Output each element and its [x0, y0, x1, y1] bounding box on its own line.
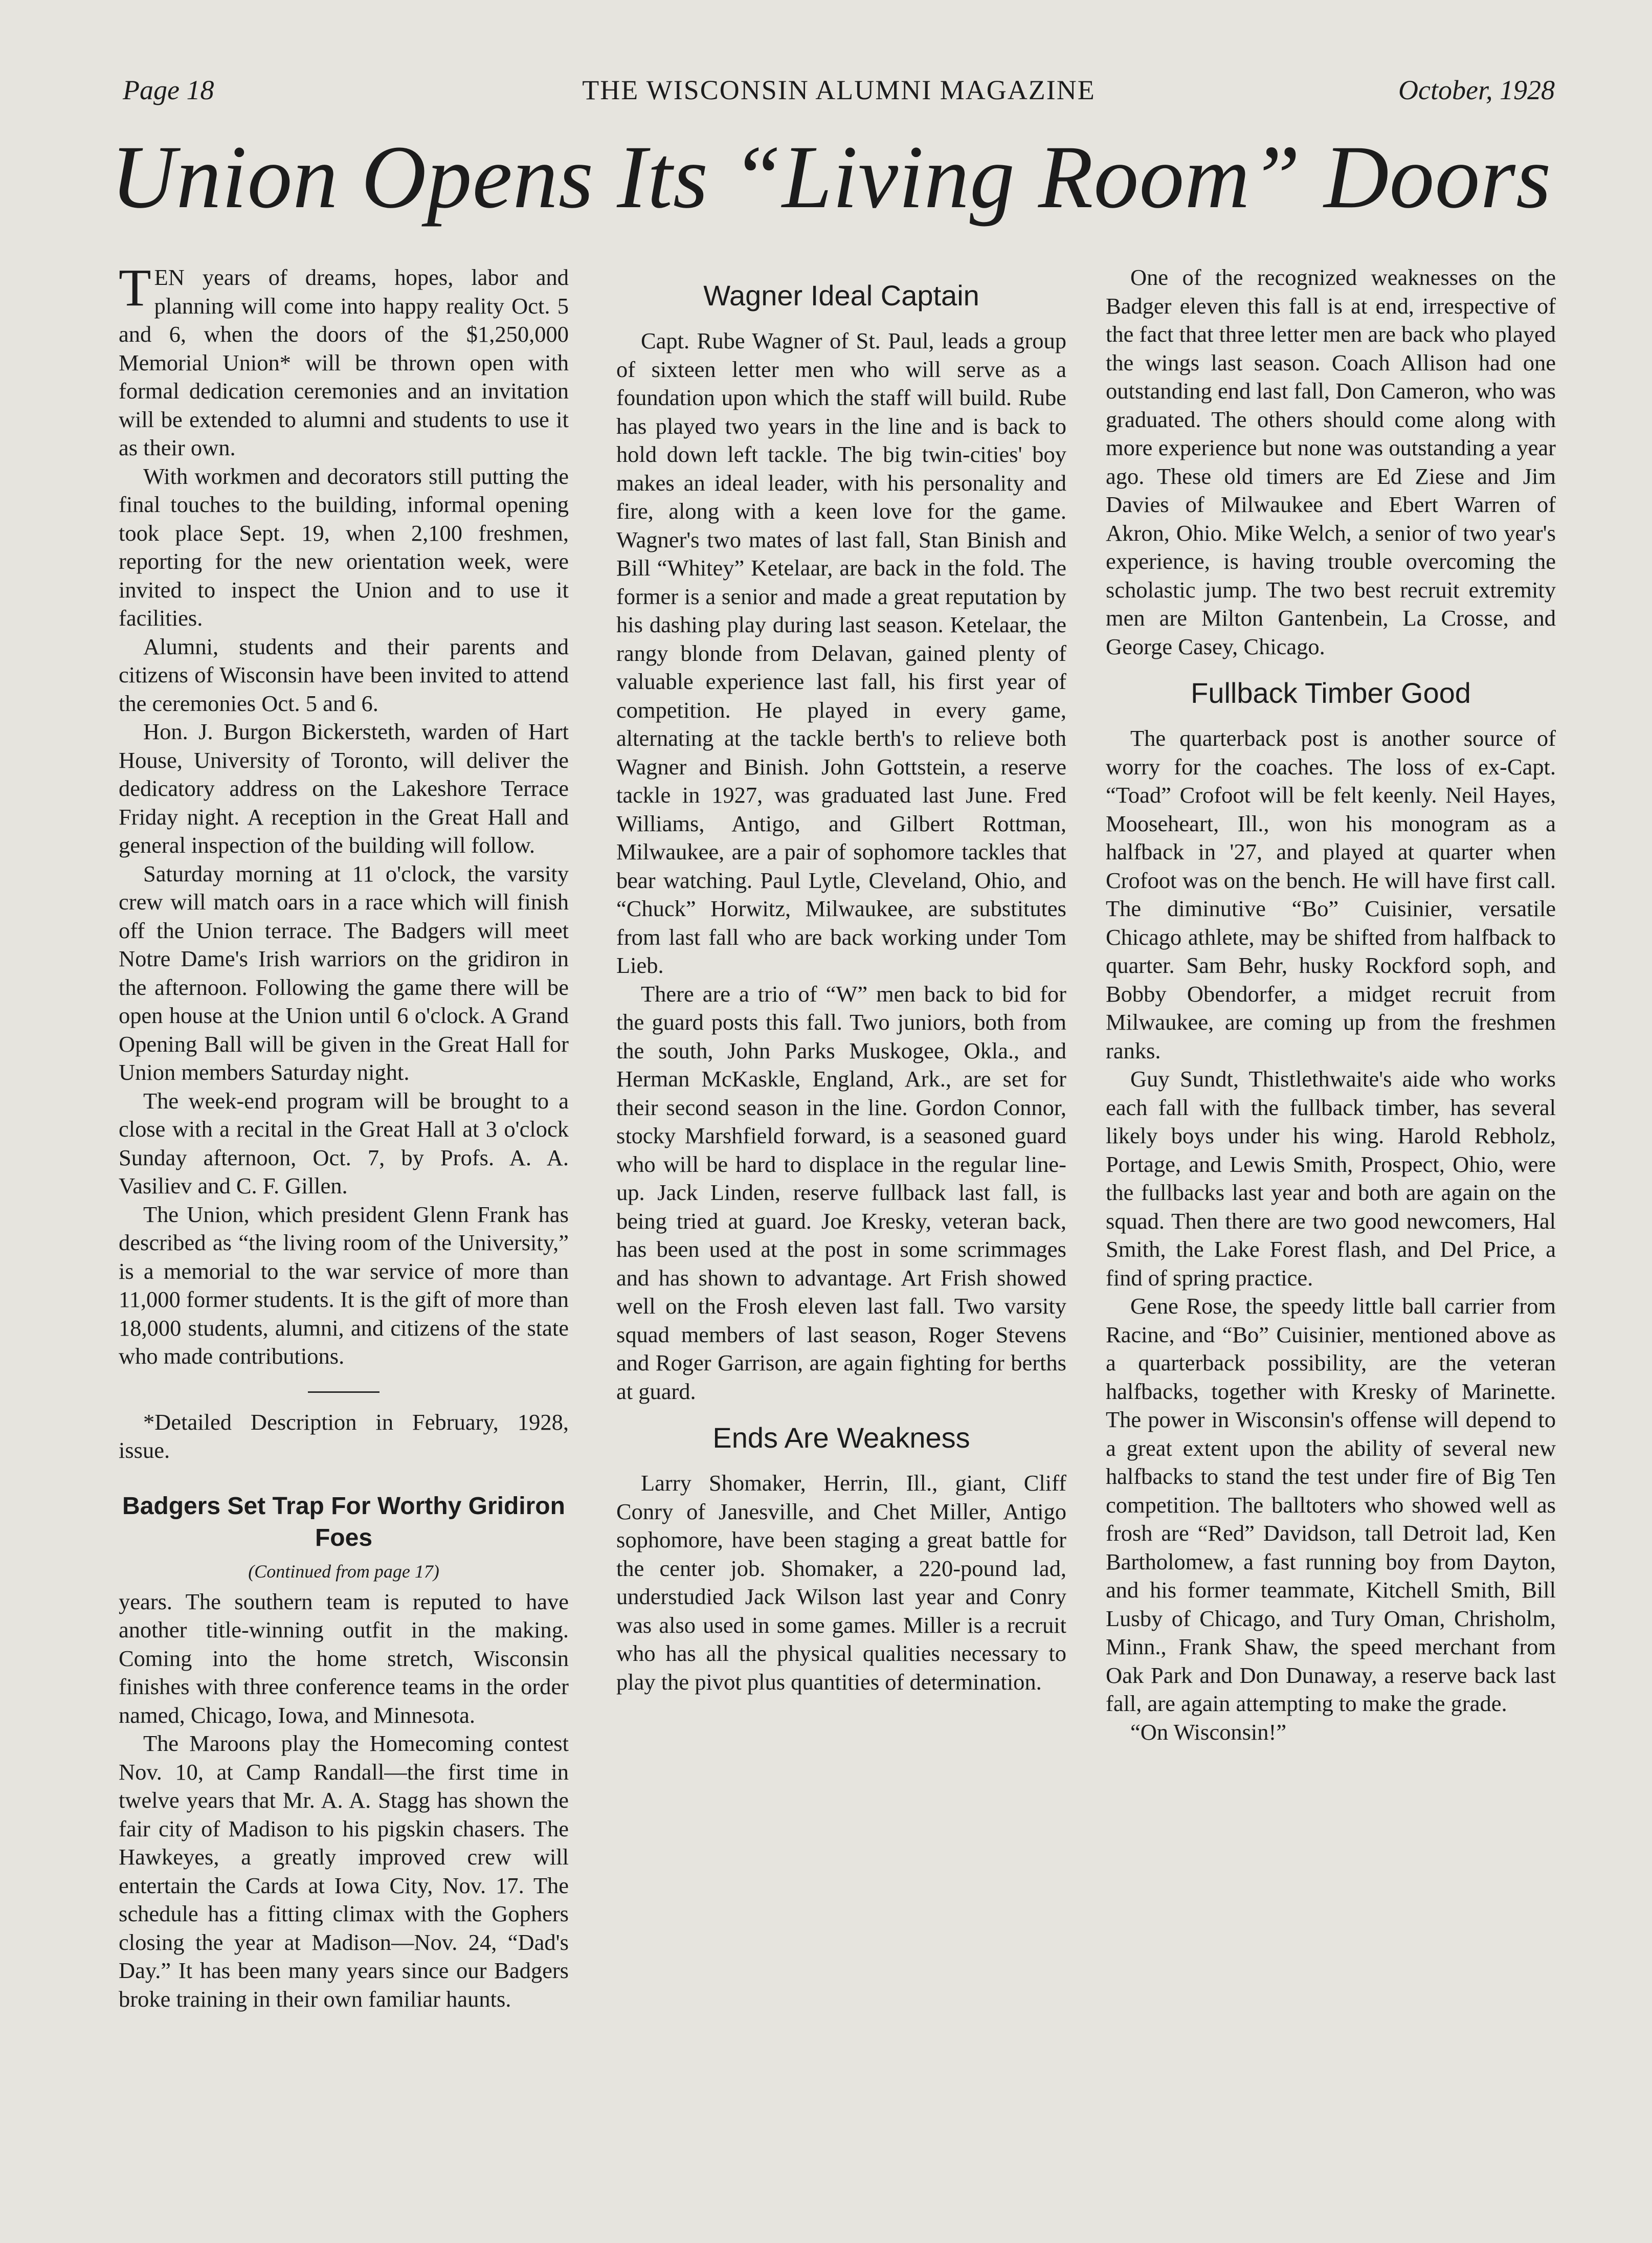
story-paragraph: Capt. Rube Wagner of St. Paul, leads a group of sixteen letter men who will serve as a foundation upon which the staff will build. Rube has played two years in the line and is back to hold down left tackle. The big twin-cities' boy makes an ideal leader, with his personality and fire, along with a keen love for the game. Wagner's two mates of last fall, Stan Binish and Bill “Whitey” Ketelaar, are back in the fold. The former is a senior and made a great reputation by his dashing play during last season. Ketelaar, the rangy blonde from Delavan, gained plenty of valuable experience last fall, his first year of competition. He played in every game, alternating at the tackle berth's to relieve both Wagner and Binish. John Gottstein, a reserve tackle in 1927, was graduated last June. Fred Williams, Antigo, and Gilbert Rottman, Milwaukee, are a pair of sophomore tackles that bear watching. Paul Lytle, Cleveland, Ohio, and “Chuck” Horwitz, Milwaukee, are substitutes from last fall who are back working under Tom Lieb. [616, 328, 1066, 978]
column-1 [119, 263, 569, 2182]
story-paragraph: Gene Rose, the speedy little ball carrier from Racine, and “Bo” Cuisinier, mentioned above as a quarterback possibility, are the veteran halfbacks, together with Kresky of Marinette. The power in Wisconsin's offense will depend to a great extent upon the ability of several new halfbacks to stand the test under fire of Big Ten competition. The balltoters who showed well as frosh are “Red” Davidson, tall Detroit lad, Ken Bartholomew, a fast running boy from Dayton, and his former teammate, Kitchell Smith, Bill Lusby of Chicago, and Tury Oman, Chrisholm, Minn., Frank Shaw, the speed merchant from Oak Park and Don Dunaway, a reserve back last fall, are again attempting to make the grade. [1106, 1293, 1556, 1716]
column-2 [616, 263, 1066, 2182]
story-headline: Badgers Set Trap For Worthy Gridiron Foes [122, 1492, 565, 1551]
magazine-name: THE WISCONSIN ALUMNI MAGAZINE [582, 75, 1096, 105]
issue-date: October, 1928 [1398, 75, 1555, 105]
story-paragraph: One of the recognized weaknesses on the Badger eleven this fall is at end, irrespective of the fact that three letter men are back who played the wings last season. Coach Allison had one outstanding end last fall, Don Cameron, who was graduated. The others should come along with more experience but none was outstanding a year ago. These old timers are Ed Ziese and Jim Davies of Milwaukee and Ebert Warren of Akron, Ohio. Mike Welch, a senior of two year's experience, is having trouble overcoming the scholastic jump. The two best recruit extremity men are Milton Gantenbein, La Crosse, and George Casey, Chicago. [1106, 264, 1556, 659]
running-head [123, 74, 1555, 115]
story-paragraph: There are a trio of “W” men back to bid for the guard posts this fall. Two juniors, both from the south, John Parks Muskogee, Okla., and Herman McKaskle, England, Ark., are set for their second season in the line. Gordon Connor, stocky Marshfield forward, is a seasoned guard who will be hard to displace in the regular line-up. Jack Linden, reserve fullback last fall, is being tried at guard. Joe Kresky, veteran back, has been used at the post in some scrimmages and has shown to advantage. Art Frish showed well on the Frosh eleven last fall. Two varsity squad members of last season, Roger Stevens and Roger Garrison, are again fighting for berths at guard. [616, 981, 1066, 1404]
article-title: Union Opens Its “Living Room” Doors [110, 127, 1552, 227]
article-paragraph: Alumni, students and their parents and citizens of Wisconsin have been invited to attend the ceremonies Oct. 5 and 6. [119, 633, 569, 716]
subhead-ends: Ends Are Weakness [712, 1422, 970, 1454]
drop-cap: T [119, 263, 151, 317]
article-paragraph: Hon. J. Burgon Bickersteth, warden of Hart House, University of Toronto, will deliver the dedicatory address on the Lakeshore Terrace Friday night. A reception in the Great Hall and general inspection of the building will follow. [119, 719, 569, 858]
story-paragraph: years. The southern team is reputed to have another title-winning outfit in the making. Coming into the home stretch, Wisconsin finishes with three conference teams in the order named, Chicago, Iowa, and Minnesota. [119, 1588, 569, 1728]
article-paragraph: With workmen and decorators still putting the final touches to the building, informal opening took place Sept. 19, when 2,100 freshmen, reporting for the new orientation week, were invited to inspect the Union and to use it facilities. [119, 463, 569, 631]
story-paragraph: The quarterback post is another source of worry for the coaches. The loss of ex-Capt. “Toad” Crofoot will be felt keenly. Neil Hayes, Mooseheart, Ill., won his monogram as a halfback in '27, and played at quarter when Crofoot was on the bench. He will have first call. The diminutive “Bo” Cuisinier, versatile Chicago athlete, may be shifted from halfback to quarter. Sam Behr, husky Rockford soph, and Bobby Obendorfer, a midget recruit from Milwaukee, are coming up from the freshmen ranks. [1106, 725, 1556, 1063]
footnote: *Detailed Description in February, 1928, issue. [119, 1409, 569, 1463]
article-paragraph: The week-end program will be brought to a close with a recital in the Great Hall at 3 o'clock Sunday afternoon, Oct. 7, by Profs. A. A. Vasiliev and C. F. Gillen. [119, 1087, 569, 1198]
subhead-fullback: Fullback Timber Good [1191, 677, 1471, 709]
story-paragraph: The Maroons play the Homecoming contest Nov. 10, at Camp Randall—the first time in twelve years that Mr. A. A. Stagg has shown the fair city of Madison to his pigskin chasers. The Hawkeyes, a greatly improved crew will entertain the Cards at Iowa City, Nov. 17. The schedule has a fitting climax with the Gophers closing the year at Madison—Nov. 24, “Dad's Day.” It has been many years since our Badgers broke training in their own familiar haunts. [119, 1730, 569, 2012]
story-paragraph: Guy Sundt, Thistlethwaite's aide who works each fall with the fullback timber, has several likely boys under his wing. Harold Rebholz, Portage, and Lewis Smith, Prospect, Ohio, were the fullbacks last year and both are again on the squad. Then there are two good newcomers, Hal Smith, the Lake Forest flash, and Del Price, a find of spring practice. [1106, 1066, 1556, 1291]
article-paragraph: Saturday morning at 11 o'clock, the varsity crew will match oars in a race which will finish off the Union terrace. The Badgers will meet Notre Dame's Irish warriors on the gridiron in the afternoon. Following the game there will be open house at the Union until 6 o'clock. A Grand Opening Ball will be given in the Great Hall for Union members Saturday night. [119, 860, 569, 1085]
lead-paragraph [119, 263, 569, 462]
divider-rule [308, 1391, 379, 1393]
page-number: Page 18 [123, 75, 214, 105]
lead-text: EN years of dreams, hopes, labor and planning will come into happy reality Oct. 5 and 6, when the doors of the $1,250,000 Memorial Union* will be thrown open with formal dedication ceremonies and an invitation will be extended to alumni and students to use it as their own. [119, 264, 569, 460]
closing-line: “On Wisconsin!” [1130, 1719, 1287, 1745]
article-paragraph: The Union, which president Glenn Frank has described as “the living room of the University,” is a memorial to the war service of more than 11,000 former students. It is the gift of more than 18,000 students, alumni, and citizens of the state who made contributions. [119, 1201, 569, 1369]
subhead-wagner: Wagner Ideal Captain [703, 279, 979, 312]
continued-note: (Continued from page 17) [248, 1561, 439, 1582]
column-3 [1106, 263, 1556, 2182]
story-paragraph: Larry Shomaker, Herrin, Ill., giant, Cliff Conry of Janesville, and Chet Miller, Antigo sophomore, have been staging a great battle for the center job. Shomaker, a 220-pound lad, understudied Jack Wilson last year and Conry was also used in some games. Miller is a recruit who has all the physical qualities necessary to play the pivot plus quantities of determination. [616, 1470, 1066, 1695]
